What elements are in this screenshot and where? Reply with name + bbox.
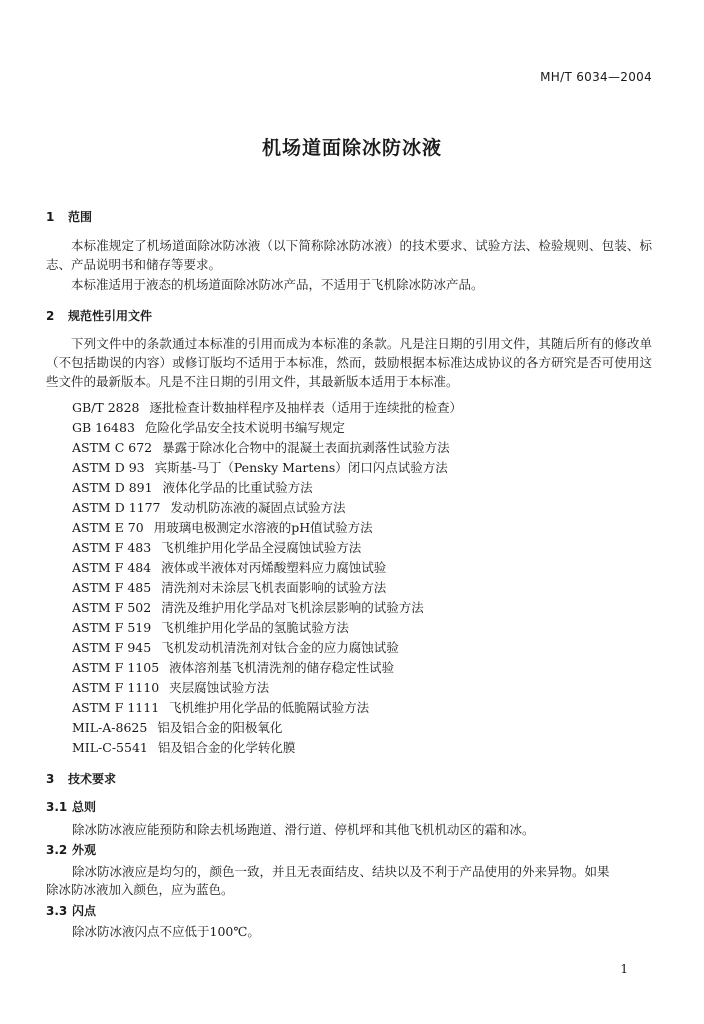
subsection-3-2-text-line-2: 除冰防冰液加入颜色，应为蓝色。 (46, 882, 234, 897)
reference-title: 液体溶剂基飞机清洗剂的储存稳定性试验 (169, 660, 395, 675)
reference-title: 危险化学品安全技术说明书编写规定 (144, 420, 345, 435)
reference-title: 暴露于除冰化合物中的混凝土表面抗剥落性试验方法 (162, 440, 450, 455)
reference-item (72, 718, 282, 736)
reference-title: 清洗及维护用化学品对飞机涂层影响的试验方法 (161, 600, 424, 615)
reference-code: ASTM F 1110 (72, 680, 160, 695)
reference-title: 逐批检查计数抽样程序及抽样表（适用于连续批的检查） (149, 400, 463, 415)
section-2-heading (46, 307, 152, 324)
reference-item (72, 698, 369, 716)
reference-code: ASTM F 483 (72, 540, 152, 555)
reference-item (72, 418, 345, 436)
section-3-title: 技术要求 (68, 772, 117, 786)
standard-code: MH/T 6034—2004 (540, 70, 652, 84)
document-title: 机场道面除冰防冰液 (261, 137, 442, 159)
reference-item (72, 578, 386, 596)
reference-item (72, 458, 448, 476)
reference-code: ASTM F 1105 (72, 660, 160, 675)
section-2-title: 规范性引用文件 (68, 309, 153, 323)
subsection-3-3-text: 除冰防冰液闪点不应低于100℃。 (72, 924, 260, 939)
section-2-number: 2 (46, 309, 55, 323)
reference-item (72, 598, 424, 616)
subsection-3-1-title: 总则 (72, 800, 97, 814)
reference-item (72, 518, 373, 536)
reference-item (72, 438, 450, 456)
reference-item (72, 398, 462, 416)
reference-code: ASTM E 70 (72, 520, 144, 535)
reference-code: ASTM F 1111 (72, 700, 160, 715)
subsection-3-1-number: 3.1 (46, 800, 68, 814)
reference-code: ASTM F 485 (72, 580, 152, 595)
reference-title: 夹层腐蚀试验方法 (169, 680, 270, 695)
reference-title: 铝及铝合金的阳极氧化 (157, 720, 283, 735)
reference-title: 宾斯基-马丁（Pensky Martens）闭口闪点试验方法 (154, 460, 448, 475)
reference-title: 液体或半液体对丙烯酸塑料应力腐蚀试验 (161, 560, 387, 575)
section-1-paragraph-2: 本标准适用于液态的机场道面除冰防冰产品，不适用于飞机除冰防冰产品。 (71, 277, 484, 292)
reference-code: GB 16483 (72, 420, 135, 435)
reference-code: ASTM D 93 (72, 460, 145, 475)
subsection-3-1-text: 除冰防冰液应能预防和除去机场跑道、滑行道、停机坪和其他飞机机动区的霜和冰。 (72, 822, 535, 837)
section-3-heading (46, 770, 116, 787)
subsection-3-2-heading (46, 841, 96, 858)
subsection-3-2-text-line-1: 除冰防冰液应是均匀的，颜色一致，并且无表面结皮、结块以及不利于产品使用的外来异物。如果 (72, 864, 610, 879)
subsection-3-1-heading (46, 798, 96, 815)
section-1-number: 1 (46, 210, 55, 224)
reference-item (72, 678, 269, 696)
reference-item (72, 538, 361, 556)
reference-code: MIL-C-5541 (72, 740, 148, 755)
reference-item (72, 558, 386, 576)
section-2-intro: 下列文件中的条款通过本标准的引用而成为本标准的条款。凡是注日期的引用文件，其随后所有的修改单（不包括勘误的内容）或修订版均不适用于本标准，然而，鼓励根据本标准达成协议的各方研究是否可使用这些文件的最新版本。凡是不注日期的引用文件，其最新版本适用于本标准。 (46, 336, 652, 389)
reference-code: ASTM D 891 (72, 480, 153, 495)
reference-item (72, 498, 346, 516)
page-number: 1 (620, 962, 628, 976)
section-1-title: 范围 (68, 210, 93, 224)
reference-title: 液体化学品的比重试验方法 (162, 480, 313, 495)
subsection-3-3-heading (46, 902, 96, 919)
reference-title: 用玻璃电极测定水溶液的pH值试验方法 (153, 520, 373, 535)
reference-item (72, 658, 394, 676)
subsection-3-2-number: 3.2 (46, 843, 68, 857)
section-3-number: 3 (46, 772, 55, 786)
reference-code: ASTM F 945 (72, 640, 152, 655)
reference-code: ASTM F 502 (72, 600, 152, 615)
subsection-3-3-number: 3.3 (46, 904, 68, 918)
subsection-3-3-title: 闪点 (72, 904, 97, 918)
reference-title: 飞机维护用化学品的氢脆试验方法 (161, 620, 349, 635)
reference-title: 飞机发动机清洗剂对钛合金的应力腐蚀试验 (161, 640, 399, 655)
reference-item (72, 478, 313, 496)
reference-title: 飞机维护用化学品全浸腐蚀试验方法 (161, 540, 362, 555)
reference-item (72, 738, 295, 756)
reference-code: ASTM D 1177 (72, 500, 161, 515)
reference-title: 发动机防冻液的凝固点试验方法 (170, 500, 346, 515)
reference-code: ASTM C 672 (72, 440, 153, 455)
subsection-3-2-title: 外观 (72, 843, 97, 857)
reference-code: ASTM F 519 (72, 620, 152, 635)
reference-title: 飞机维护用化学品的低脆隔试验方法 (169, 700, 370, 715)
reference-code: MIL-A-8625 (72, 720, 148, 735)
reference-code: GB/T 2828 (72, 400, 140, 415)
reference-code: ASTM F 484 (72, 560, 152, 575)
section-1-paragraph-1: 本标准规定了机场道面除冰防冰液（以下简称除冰防冰液）的技术要求、试验方法、检验规则、包装、标志、产品说明书和储存等要求。 (46, 238, 652, 272)
reference-title: 清洗剂对未涂层飞机表面影响的试验方法 (161, 580, 387, 595)
section-1-heading (46, 208, 92, 225)
reference-item (72, 638, 399, 656)
reference-title: 铝及铝合金的化学转化膜 (157, 740, 296, 755)
reference-item (72, 618, 349, 636)
